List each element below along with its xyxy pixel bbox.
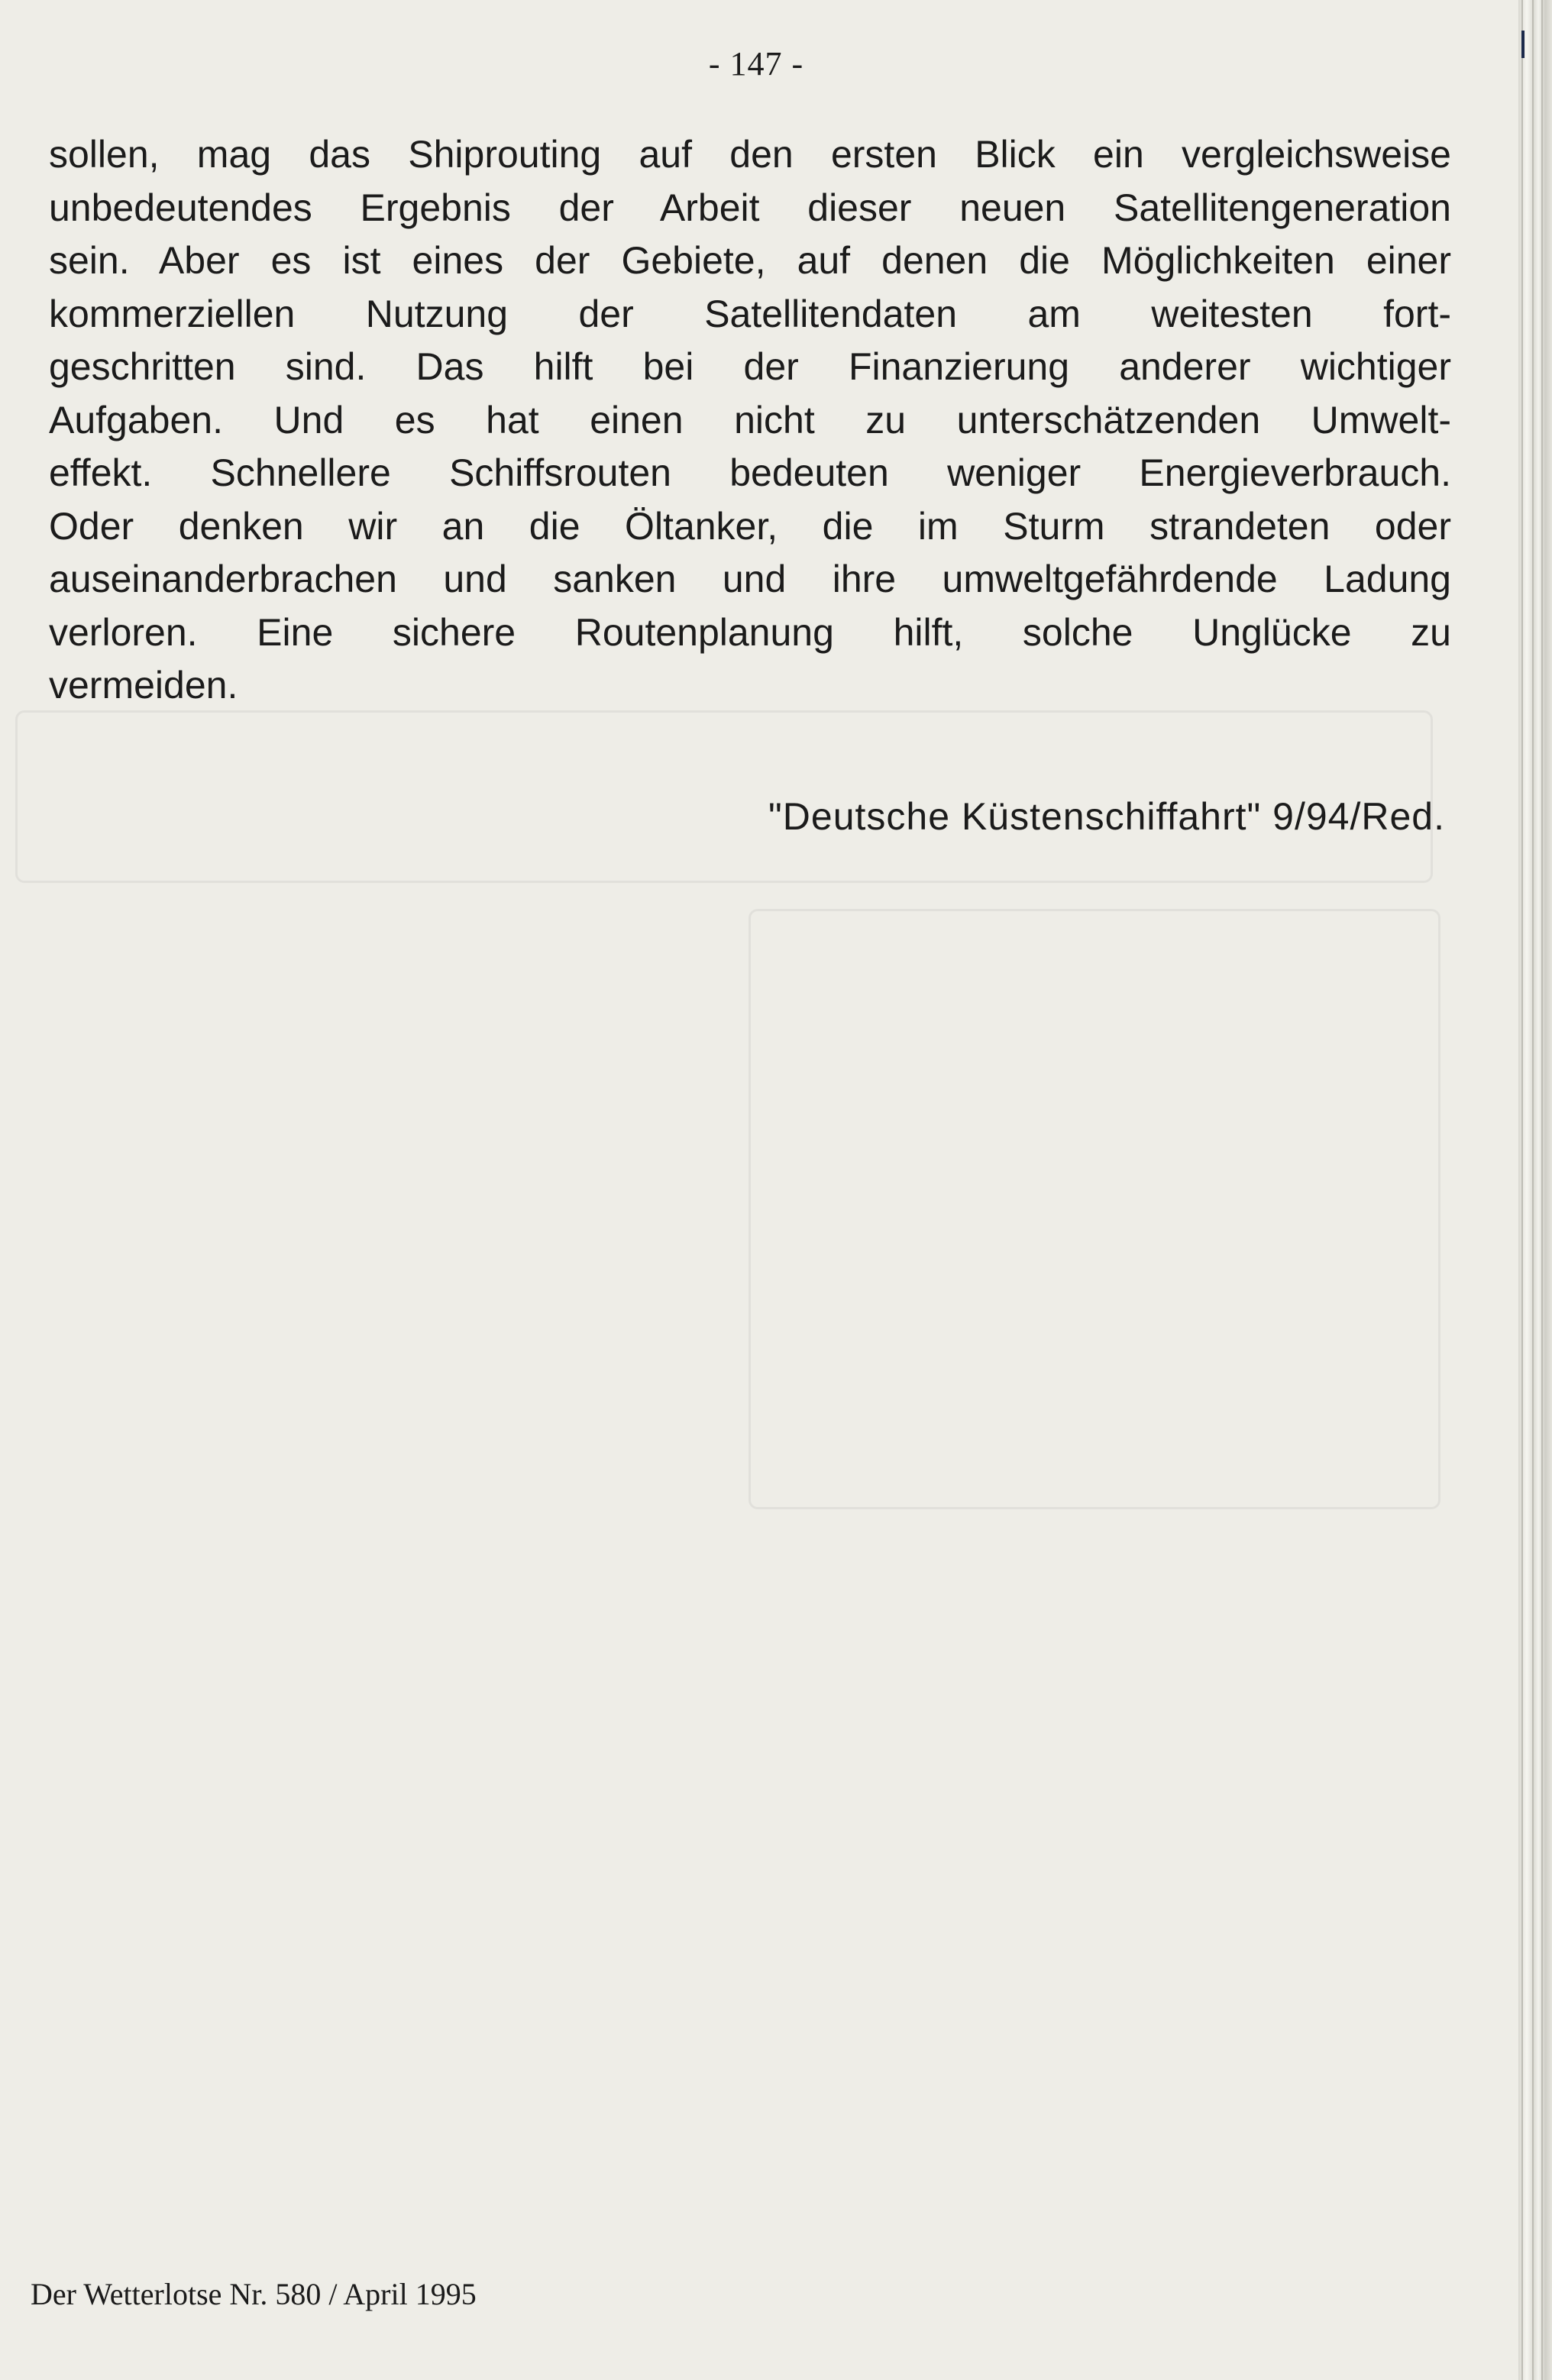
page-edge-line: [1532, 0, 1534, 2380]
text-line: effekt. Schnellere Schiffsrouten bedeuten weniger Energieverbrauch.: [49, 451, 1451, 494]
body-paragraph: [49, 128, 1451, 713]
text-line: sollen, mag das Shiprouting auf den ersten Blick ein vergleichsweise: [49, 133, 1451, 176]
text-line: kommerziellen Nutzung der Satellitendaten am weitesten fort-: [49, 292, 1451, 335]
text-line: geschritten sind. Das hilft bei der Finanzierung anderer wichtiger: [49, 345, 1451, 388]
page-edge-line: [1541, 0, 1543, 2380]
binding-mark: [1521, 31, 1525, 58]
page-edge: [1518, 0, 1552, 2380]
page-number: - 147 -: [708, 45, 804, 82]
source-citation: "Deutsche Küstenschiffahrt" 9/94/Red.: [768, 795, 1445, 838]
text-line: vermeiden.: [49, 664, 238, 707]
text-line: verloren. Eine sichere Routenplanung hilft, solche Unglücke zu: [49, 610, 1451, 654]
text-line: Oder denken wir an die Öltanker, die im Sturm strandeten oder: [49, 504, 1451, 548]
text-line: auseinanderbrachen und sanken und ihre umweltgefährdende Ladung: [49, 558, 1451, 600]
text-line: unbedeutendes Ergebnis der Arbeit dieser neuen Satellitengeneration: [49, 186, 1451, 229]
text-line: Aufgaben. Und es hat einen nicht zu unterschätzenden Umwelt-: [49, 398, 1451, 441]
show-through-box: [749, 909, 1440, 1509]
text-line: sein. Aber es ist eines der Gebiete, auf denen die Möglichkeiten einer: [49, 239, 1451, 282]
page-footer: Der Wetterlotse Nr. 580 / April 1995: [31, 2277, 477, 2311]
page-edge-line: [1521, 0, 1523, 2380]
